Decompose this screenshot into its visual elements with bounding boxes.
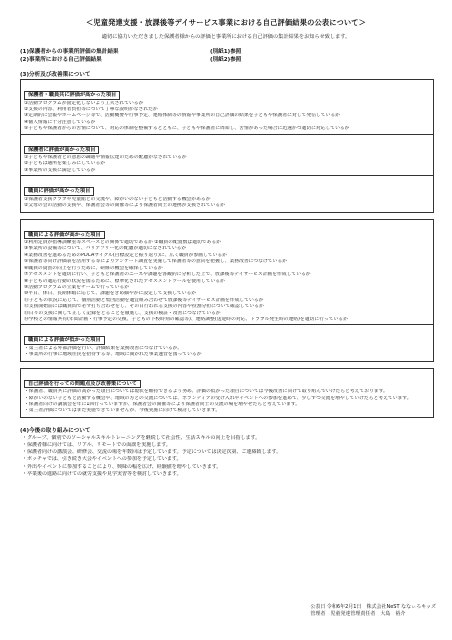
publication-date-line: 公表日 令和6年2月1日 株式会社NeST ななぃろキッズ — [310, 604, 436, 610]
list-item: ⑤子どもや保護者からの苦情について、対応の体制を整備するとともに、子どもや保護者に周知し、苦情があった場合に迅速かつ適切に対応しているか — [24, 126, 350, 132]
subheading-staff-high: 職員に評価が高かった項目 — [24, 187, 94, 196]
list-item: ①活動プログラムが固定化しないよう工夫されているか — [24, 100, 144, 106]
results-list — [20, 48, 438, 64]
evaluation-box-3 — [20, 368, 434, 418]
divider — [21, 134, 433, 135]
subheading-staff-rated-high: 職員による評価が高かった項目 — [24, 231, 105, 240]
subheading-parents-high: 保護者に評価が高かった項目 — [24, 146, 99, 155]
list-item: ①保護者支援クラブや児童館との交流や、障がいのない子どもと活動する機会があるか — [24, 196, 211, 202]
list-item: ④個人情報に十分注意しているか — [24, 119, 96, 125]
list-item: ・第三者評価についてはまだ実施できていませんが、今後実施に向けて検討していきます。 — [24, 408, 221, 414]
evaluation-box-1 — [20, 79, 434, 213]
list-item: ⑪子どもの状況に応じて、個別活動と集団活動を適宜組み合わせて放課後等デイサービス計画を作成しているか — [24, 297, 264, 303]
list-item: ・保護者、職員共に評価の高かった項目については現状を維持できるよう努め、評価の低かった項目については今後改善に向けて取り組んでいけたらと考えております。 — [24, 389, 388, 395]
list-item: ⑤保護者等向け評価表を活用する等によりアンケート調査を実施して保護者等の意向を把握し、業務改善につなげているか — [24, 259, 287, 265]
list-item: ・外出やイベントに参加することにより、興味の幅を広げ、経験値を増やしていきます。 — [22, 463, 222, 470]
list-item: ⑨活動プログラムの立案をチームで行っているか — [24, 284, 129, 290]
list-item: ⑦アセスメントを適切に行い、子どもと保護者のニーズや課題を客観的に分析した上で、放課後等デイサービス計画を作成しているか — [24, 272, 311, 278]
result-ref: (別紙2)参照 — [210, 57, 242, 63]
divider — [21, 175, 433, 176]
result-label: (1)保護者からの事業所評価の集計結果 — [20, 49, 119, 55]
manager-name-line: 管理者 児童発達管理責任者 大島 裕介 — [310, 611, 406, 617]
list-item: ・グループ、個別でのソーシャルスキルトレーニングを継続して社会性、生活スキルの向上を目指します。 — [22, 434, 261, 441]
list-item: ②支援の内容、利用者負担等について丁寧な説明がなされたか — [24, 106, 158, 112]
efforts-heading: (4)今後の取り組みについて — [20, 427, 91, 434]
list-item: ・保護者向けの講演会を年に1回行っていますが、保護者会の開催等により保護者同士の交流の場を増やせたらと考えています。 — [24, 401, 301, 407]
result-ref: (別紙1)参照 — [210, 49, 242, 55]
list-item: ①子どもや保護者との意思の疎通や情報伝達のための配慮がなされているか — [24, 155, 187, 161]
list-item: ④業務改善を進めるためのPDCAサイクル(目標設定と振り返り)に、広く職員が参画しているか — [24, 252, 227, 258]
list-item: ②子どもは通所を楽しみにしているか — [24, 161, 106, 167]
analysis-heading: (3)分析及び改善策について — [20, 72, 91, 78]
list-item: ・保護者向けの講演会、研修会、交流の場を年数回は予定しています。予定については決定次第、ご連絡致します。 — [22, 449, 282, 456]
list-item: ③事業所の設備等について、バリアフリー化の配慮が適切になされているか — [24, 246, 187, 252]
list-item: ・事業所の行事に地域住民を招待する等、地域に開かれた事業運営を図っているか — [24, 352, 202, 358]
list-item: ⑥職員の資質の向上を行うために、研修の機会を確保しているか — [24, 265, 163, 271]
subheading-staff-rated-low: 職員による評価が低かった項目 — [24, 336, 105, 345]
list-item: ・保護者様に向けては、リアル、リモートでの面談を実施します。 — [22, 441, 171, 448]
footer-signature — [310, 604, 436, 618]
list-item: ③事業所の支援に満足しているか — [24, 167, 96, 173]
divider — [21, 324, 433, 325]
list-item: ・卒業後の進路に向けての就労支援や見学実習等を検討していきます。 — [22, 470, 182, 477]
list-item: ⑩平日、休日、長期休暇に応じて、課題をきめ細やかに設定して支援しているか — [24, 291, 197, 297]
evaluation-box-2 — [20, 219, 434, 362]
list-item: ⑧子どもの適応行動の状況を図るために、標準化されたアセスメントツールを使用しているか — [24, 278, 225, 284]
list-item: ⑬日々の支援に関して正しく記録をとることを徹底し、支援の検証・改善につなげているか — [24, 310, 221, 316]
list-item: ②父母の会の活動の支援や、保護者会等の開催等により保護者同士の連携が支援されているか — [24, 203, 225, 209]
list-item: ・第三者による外部評価を行い、評価結果を業務改善につなげているか。 — [24, 345, 183, 351]
list-item: ⑭学校との情報共有(年間計画・行事予定の交換、子どもの下校時刻の確認等)、連絡調整(送迎時の対応、トラブル発生時の連絡)を適切に行っているか — [24, 316, 348, 322]
list-item: ③定期的に会報やホームページ等で、活動概要や行事予定、連絡体制等の情報や事業所の自己評価の結果を子どもや保護者に対して発信しているか — [24, 113, 340, 119]
subheading-both-high: 保護者・職員共に評価が高かった項目 — [24, 91, 120, 100]
page-title: ＜児童発達支援・放課後等デイサービス事業における自己評価結果の公表について＞ — [85, 18, 367, 27]
list-item: ⑫支援開始前には職員間で必ず打ち合わせをし、その日行われる支援の内容や役割分担について確認しているか — [24, 304, 264, 310]
list-item: ・ボッチャでは、引き続き大会やイベントへの参加を予定しています。 — [22, 456, 182, 463]
result-row — [20, 48, 438, 56]
list-item: ①利用定員が指導訓練室等スペースとの関係で適切であるか ②職員の配置数は適切であるか — [24, 240, 221, 246]
intro-text: 適切に協力いただきました保護者様からの評価と事業所における自己評価の集計結果をお知らせ致します。 — [101, 34, 351, 40]
subheading-issues-improvements: 自己評価を行っての問題点及び改善策について — [24, 380, 141, 389]
result-label: (2)事業所における自己評価結果 — [20, 57, 102, 63]
list-item: ・障がいのない子どもと活動する機会や、地域の方との交流については、ボランティアの受け入れやイベントへの参加を進めて、少しずつ交流を増やしていけたらと考えています。 — [24, 395, 412, 401]
efforts-list — [22, 435, 438, 478]
result-row — [20, 56, 438, 64]
